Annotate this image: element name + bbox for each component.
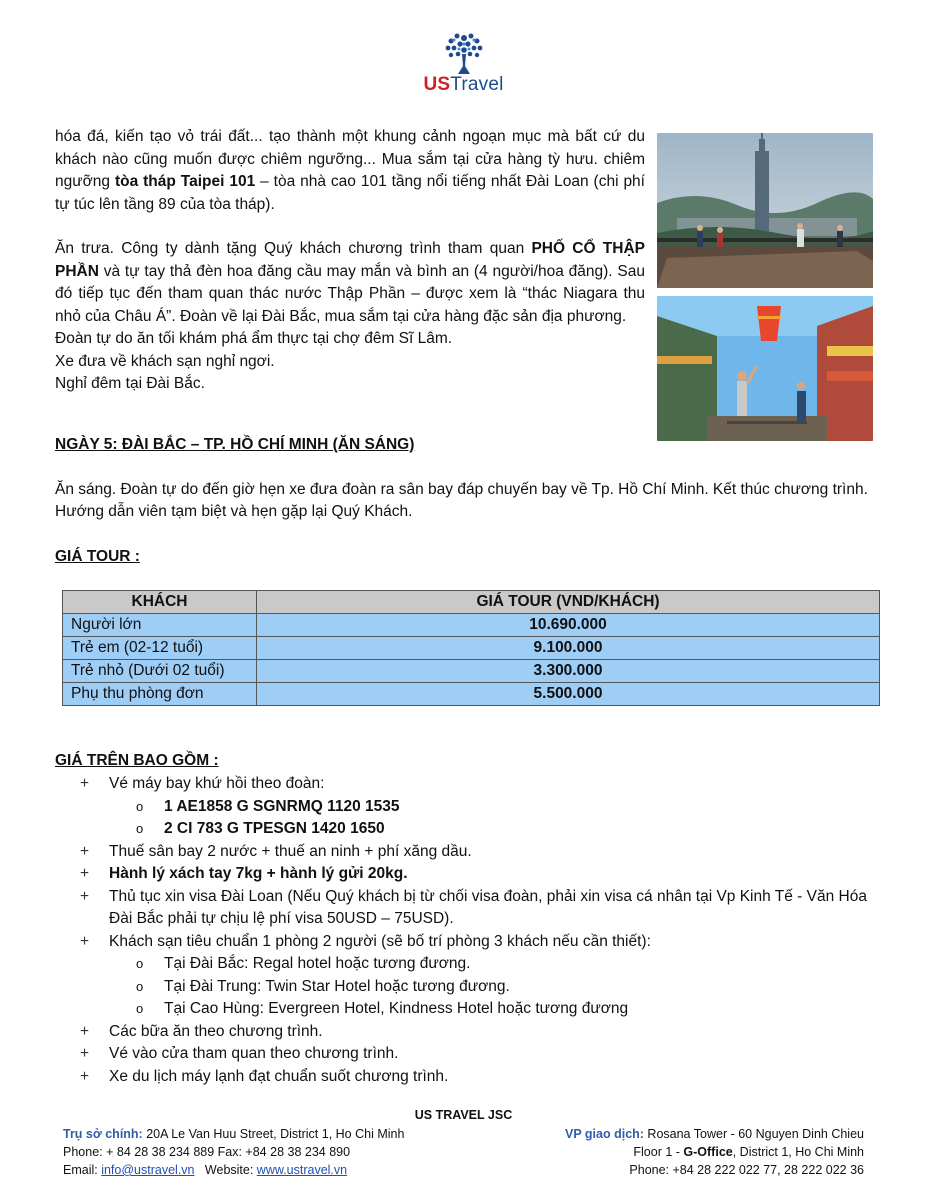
hotel-return-line: Xe đưa về khách sạn nghỉ ngơi. bbox=[55, 352, 275, 370]
day4-description bbox=[55, 126, 645, 396]
plus-bullet-icon: + bbox=[80, 1045, 90, 1062]
hq-label: Trụ sở chính: bbox=[63, 1127, 143, 1141]
vp-address: Rosana Tower - 60 Nguyen Dinh Chieu bbox=[643, 1127, 864, 1141]
logo-travel: Travel bbox=[450, 74, 504, 95]
dinner-line: Đoàn tự do ăn tối khám phá ẩm thực tại chợ đêm Sĩ Lâm. bbox=[55, 330, 453, 347]
email-link[interactable]: info@ustravel.vn bbox=[101, 1163, 195, 1177]
table-row bbox=[63, 637, 880, 660]
table-row bbox=[63, 683, 880, 706]
includes-heading: GIÁ TRÊN BAO GỒM : bbox=[55, 752, 219, 769]
company-logo bbox=[0, 30, 927, 96]
list-item: + Thuế sân bay 2 nước + thuế an ninh + phí xăng dầu. bbox=[80, 841, 880, 864]
list-item: + Khách sạn tiêu chuẩn 1 phòng 2 người (sẽ bố trí phòng 3 khách nếu cần thiết): bbox=[80, 931, 880, 954]
column-header-guest: KHÁCH bbox=[63, 591, 257, 614]
vp-phone: Phone: +84 28 222 022 77, 28 222 022 36 bbox=[629, 1163, 864, 1177]
day5-heading: NGÀY 5: ĐÀI BẮC – TP. HỒ CHÍ MINH (ĂN SÁNG) bbox=[55, 436, 415, 453]
row-label: Trẻ em (02-12 tuổi) bbox=[63, 637, 257, 660]
hq-phone-fax: Phone: + 84 28 38 234 889 Fax: +84 28 38 234 890 bbox=[63, 1145, 351, 1159]
day5-text: Ăn sáng. Đoàn tự do đến giờ hẹn xe đưa đoàn ra sân bay đáp chuyến bay về Tp. Hồ Chí Minh. Kết thúc chương trình. Hướng dẫn viên tạm biệt và hẹn gặp lại Quý Khách. bbox=[55, 480, 868, 520]
plus-bullet-icon: + bbox=[80, 865, 90, 882]
table-row bbox=[63, 660, 880, 683]
row-label: Người lớn bbox=[63, 614, 257, 637]
page-footer bbox=[0, 1106, 927, 1177]
plus-bullet-icon: + bbox=[80, 775, 90, 792]
plus-bullet-icon: + bbox=[80, 932, 90, 950]
list-item: + Thủ tục xin visa Đài Loan (Nếu Quý khách bị từ chối visa đoàn, phải xin visa cá nhân tại Vp Kinh Tế - Văn Hóa Đài Bắc phải tự chịu lệ phí visa 50USD – 75USD). bbox=[80, 887, 867, 927]
price-heading: GIÁ TOUR : bbox=[55, 547, 140, 565]
table-row bbox=[63, 614, 880, 637]
sub-list-item: o 1 AE1858 G SGNRMQ 1120 1535 bbox=[80, 796, 880, 819]
hq-address: 20A Le Van Huu Street, District 1, Ho Chi Minh bbox=[142, 1127, 405, 1141]
list-item: + Xe du lịch máy lạnh đạt chuẩn suốt chương trình. bbox=[80, 1066, 880, 1089]
paragraph-thap-phan: Ăn trưa. Công ty dành tặng Quý khách chương trình tham quan PHỐ CỔ THẬP PHẦN và tự tay thả đèn hoa đăng cầu may mắn và bình an (4 người/hoa đăng). Sau đó tiếp tục đến tham quan thác nước Thập Phần – được xem là “thác Niagara thu nhỏ của Châu Á”. Đoàn về lại Đài Bắc, mua sắm tại cửa hàng đặc sản địa phương. bbox=[55, 240, 645, 325]
footer-transaction-office: VP giao dịch: Rosana Tower - 60 Nguyen Dinh Chieu Floor 1 - G-Office, District 1, Ho Chi Minh Phone: +84 28 222 022 77, 28 222 022 36 bbox=[565, 1127, 864, 1177]
logo-wordmark bbox=[0, 74, 927, 96]
plus-bullet-icon: + bbox=[80, 1067, 90, 1085]
circle-bullet-icon: o bbox=[136, 821, 144, 836]
taipei101-photo bbox=[657, 133, 873, 288]
row-price: 10.690.000 bbox=[257, 614, 880, 637]
plus-bullet-icon: + bbox=[80, 1022, 90, 1040]
list-item: + Các bữa ăn theo chương trình. bbox=[80, 1021, 880, 1044]
footer-head-office: Trụ sở chính: 20A Le Van Huu Street, District 1, Ho Chi Minh Phone: + 84 28 38 234 889 Fax: +84 28 38 234 890 Email: info@ustravel.vn Website: www.ustravel.vn bbox=[63, 1127, 405, 1177]
sub-list-item: o Tại Cao Hùng: Evergreen Hotel, Kindness Hotel hoặc tương đương bbox=[80, 998, 880, 1021]
includes-list bbox=[80, 773, 880, 1088]
row-price: 9.100.000 bbox=[257, 637, 880, 660]
sub-list-item: o 2 CI 783 G TPESGN 1420 1650 bbox=[80, 818, 880, 841]
circle-bullet-icon: o bbox=[136, 956, 144, 971]
plus-bullet-icon: + bbox=[80, 887, 90, 905]
list-item: + Vé vào cửa tham quan theo chương trình. bbox=[80, 1043, 880, 1066]
circle-bullet-icon: o bbox=[136, 978, 144, 994]
g-office: G-Office bbox=[683, 1145, 733, 1159]
list-item: + Hành lý xách tay 7kg + hành lý gửi 20kg. bbox=[80, 863, 880, 886]
vp-label: VP giao dịch: bbox=[565, 1127, 644, 1141]
paragraph-taipei101: hóa đá, kiến tạo vỏ trái đất... tạo thành một khung cảnh ngoạn mục mà bất cứ du khách nào cũng muốn được chiêm ngưỡng... Mua sắm tại cửa hàng tỳ hưu. chiêm ngưỡng tòa tháp Taipei 101 – tòa nhà cao 101 tầng nổi tiếng nhất Đài Loan (chi phí tự túc lên tầng 89 của tòa tháp). bbox=[55, 128, 645, 213]
price-table bbox=[62, 590, 880, 706]
thap-phan-highlight: PHỐ CỔ THẬP PHẦN bbox=[55, 240, 645, 280]
row-label: Phụ thu phòng đơn bbox=[63, 683, 257, 706]
circle-bullet-icon: o bbox=[136, 1001, 144, 1016]
circle-bullet-icon: o bbox=[136, 798, 144, 814]
tree-logo-icon bbox=[440, 30, 488, 76]
website-link[interactable]: www.ustravel.vn bbox=[256, 1163, 348, 1177]
logo-us: US bbox=[423, 74, 451, 95]
plus-bullet-icon: + bbox=[80, 842, 90, 860]
sky-lantern-photo bbox=[657, 296, 873, 441]
row-price: 3.300.000 bbox=[257, 660, 880, 683]
overnight-line: Nghỉ đêm tại Đài Bắc. bbox=[55, 375, 205, 392]
day5-section bbox=[55, 434, 873, 568]
table-header-row bbox=[63, 591, 880, 614]
row-label: Trẻ nhỏ (Dưới 02 tuổi) bbox=[63, 660, 257, 683]
sub-list-item: o Tại Đài Trung: Twin Star Hotel hoặc tương đương. bbox=[80, 976, 880, 999]
sub-list-item: o Tại Đài Bắc: Regal hotel hoặc tương đương. bbox=[80, 953, 880, 976]
taipei101-highlight: tòa tháp Taipei 101 bbox=[114, 173, 256, 190]
includes-section bbox=[55, 750, 873, 773]
column-header-price: GIÁ TOUR (VND/KHÁCH) bbox=[257, 591, 880, 614]
footer-company-name: US TRAVEL JSC bbox=[414, 1108, 513, 1122]
row-price: 5.500.000 bbox=[257, 683, 880, 706]
list-item: + Vé máy bay khứ hồi theo đoàn: bbox=[80, 773, 880, 796]
